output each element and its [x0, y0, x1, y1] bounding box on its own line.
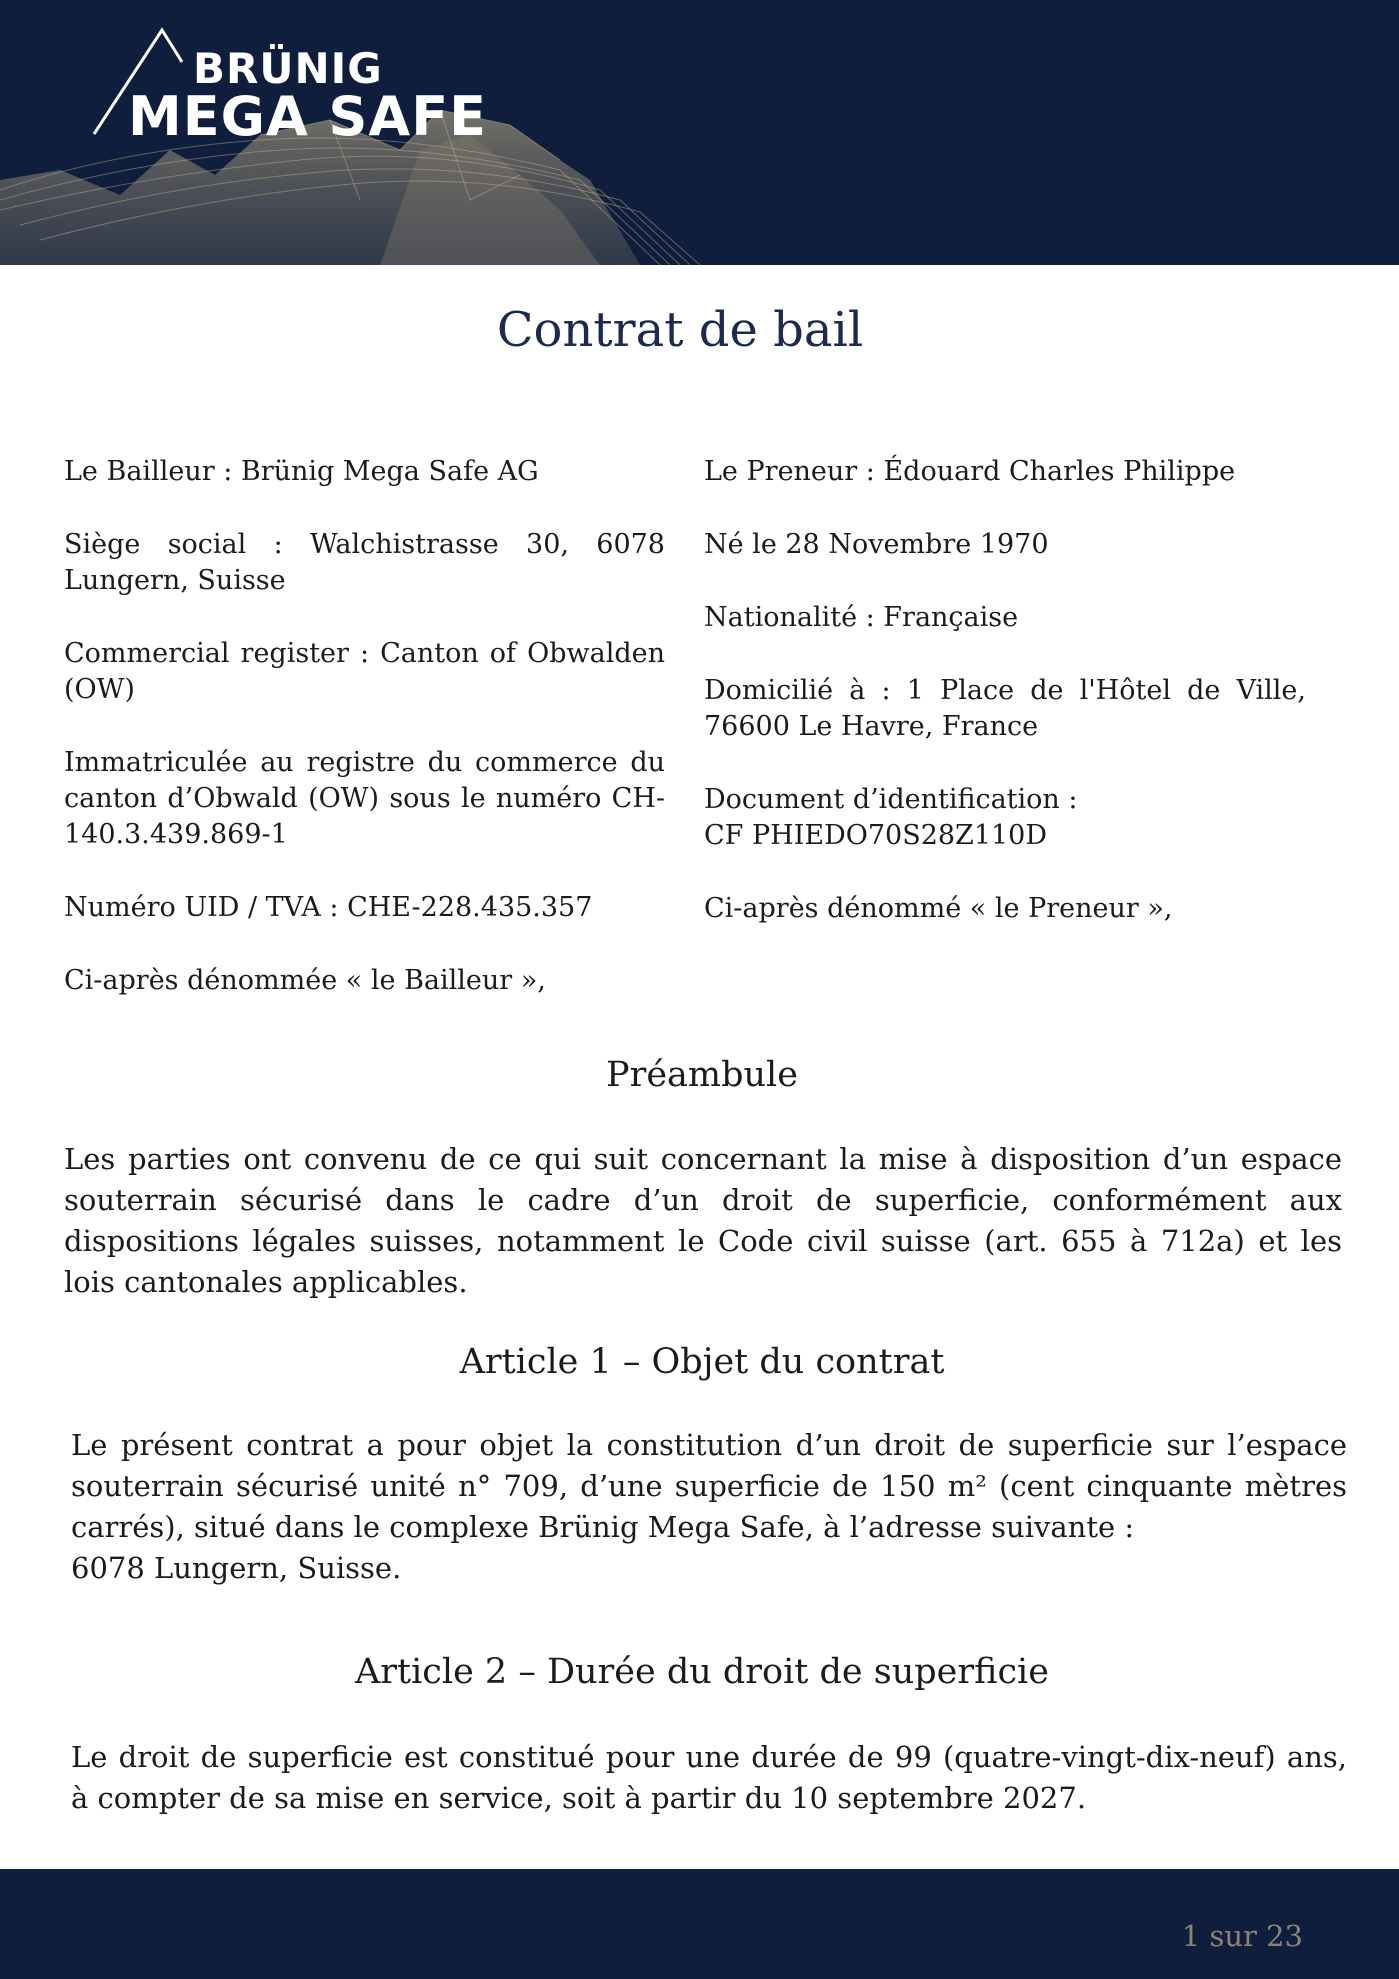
bailleur-name: Le Bailleur : Brünig Mega Safe AG	[64, 456, 539, 487]
preneur-domicile: Domicilié à : 1 Place de l'Hôtel de Ville, 76600 Le Havre, France	[704, 675, 1306, 742]
article2-text: Le droit de superficie est constitué pour une durée de 99 (quatre-vingt-dix-neuf) ans, à compter de sa mise en service, soit à partir du 10 septembre 2027.	[71, 1740, 1347, 1815]
bailleur-column	[64, 454, 665, 1036]
preambule-text: Les parties ont convenu de ce qui suit concernant la mise à disposition d’un espace souterrain sécurisé dans le cadre d’un droit de superficie, conformément aux dispositions légales suisses, notamment le Code civil suisse (art. 655 à 712a) et les lois cantonales applicables.	[64, 1142, 1342, 1299]
page-number: 1 sur 23	[1181, 1919, 1303, 1953]
article1-text	[71, 1425, 1347, 1589]
preneur-designation: Ci-après dénommé « le Preneur »,	[704, 893, 1173, 924]
footer-bar	[0, 1869, 1399, 1979]
bailleur-uid: Numéro UID / TVA : CHE-228.435.357	[64, 892, 593, 923]
preneur-id-value: CF PHIEDO70S28Z110D	[704, 820, 1047, 851]
preneur-column	[704, 454, 1306, 964]
logo-text-top: BRÜNIG	[193, 44, 383, 93]
page-title: Contrat de bail	[496, 302, 864, 358]
bailleur-siege: Siège social : Walchistrasse 30, 6078 Lungern, Suisse	[64, 529, 665, 596]
article1-address: 6078 Lungern, Suisse.	[71, 1551, 402, 1585]
preneur-id-document	[704, 782, 1306, 854]
preambule-heading: Préambule	[606, 1055, 798, 1095]
preneur-id-label: Document d’identification :	[704, 784, 1078, 815]
article1-heading: Article 1 – Objet du contrat	[459, 1342, 945, 1382]
logo-text-bottom: MEGA SAFE	[128, 85, 487, 148]
preneur-nationality: Nationalité : Française	[704, 602, 1019, 633]
bailleur-register: Commercial register : Canton of Obwalden (OW)	[64, 638, 665, 705]
preneur-birth: Né le 28 Novembre 1970	[704, 529, 1049, 560]
preneur-name: Le Preneur : Édouard Charles Philippe	[704, 456, 1236, 487]
article1-body: Le présent contrat a pour objet la constitution d’un droit de superficie sur l’espace souterrain sécurisé unité n° 709, d’une superficie de 150 m² (cent cinquante mètres carrés), situé dans le complexe Brünig Mega Safe, à l’adresse suivante :	[71, 1428, 1347, 1544]
bailleur-immatriculation: Immatriculée au registre du commerce du canton d’Obwald (OW) sous le numéro CH-140.3.439.869-1	[64, 747, 665, 850]
article2-heading: Article 2 – Durée du droit de superficie	[355, 1652, 1049, 1692]
bailleur-designation: Ci-après dénommée « le Bailleur »,	[64, 965, 546, 996]
header-banner	[0, 0, 1399, 265]
